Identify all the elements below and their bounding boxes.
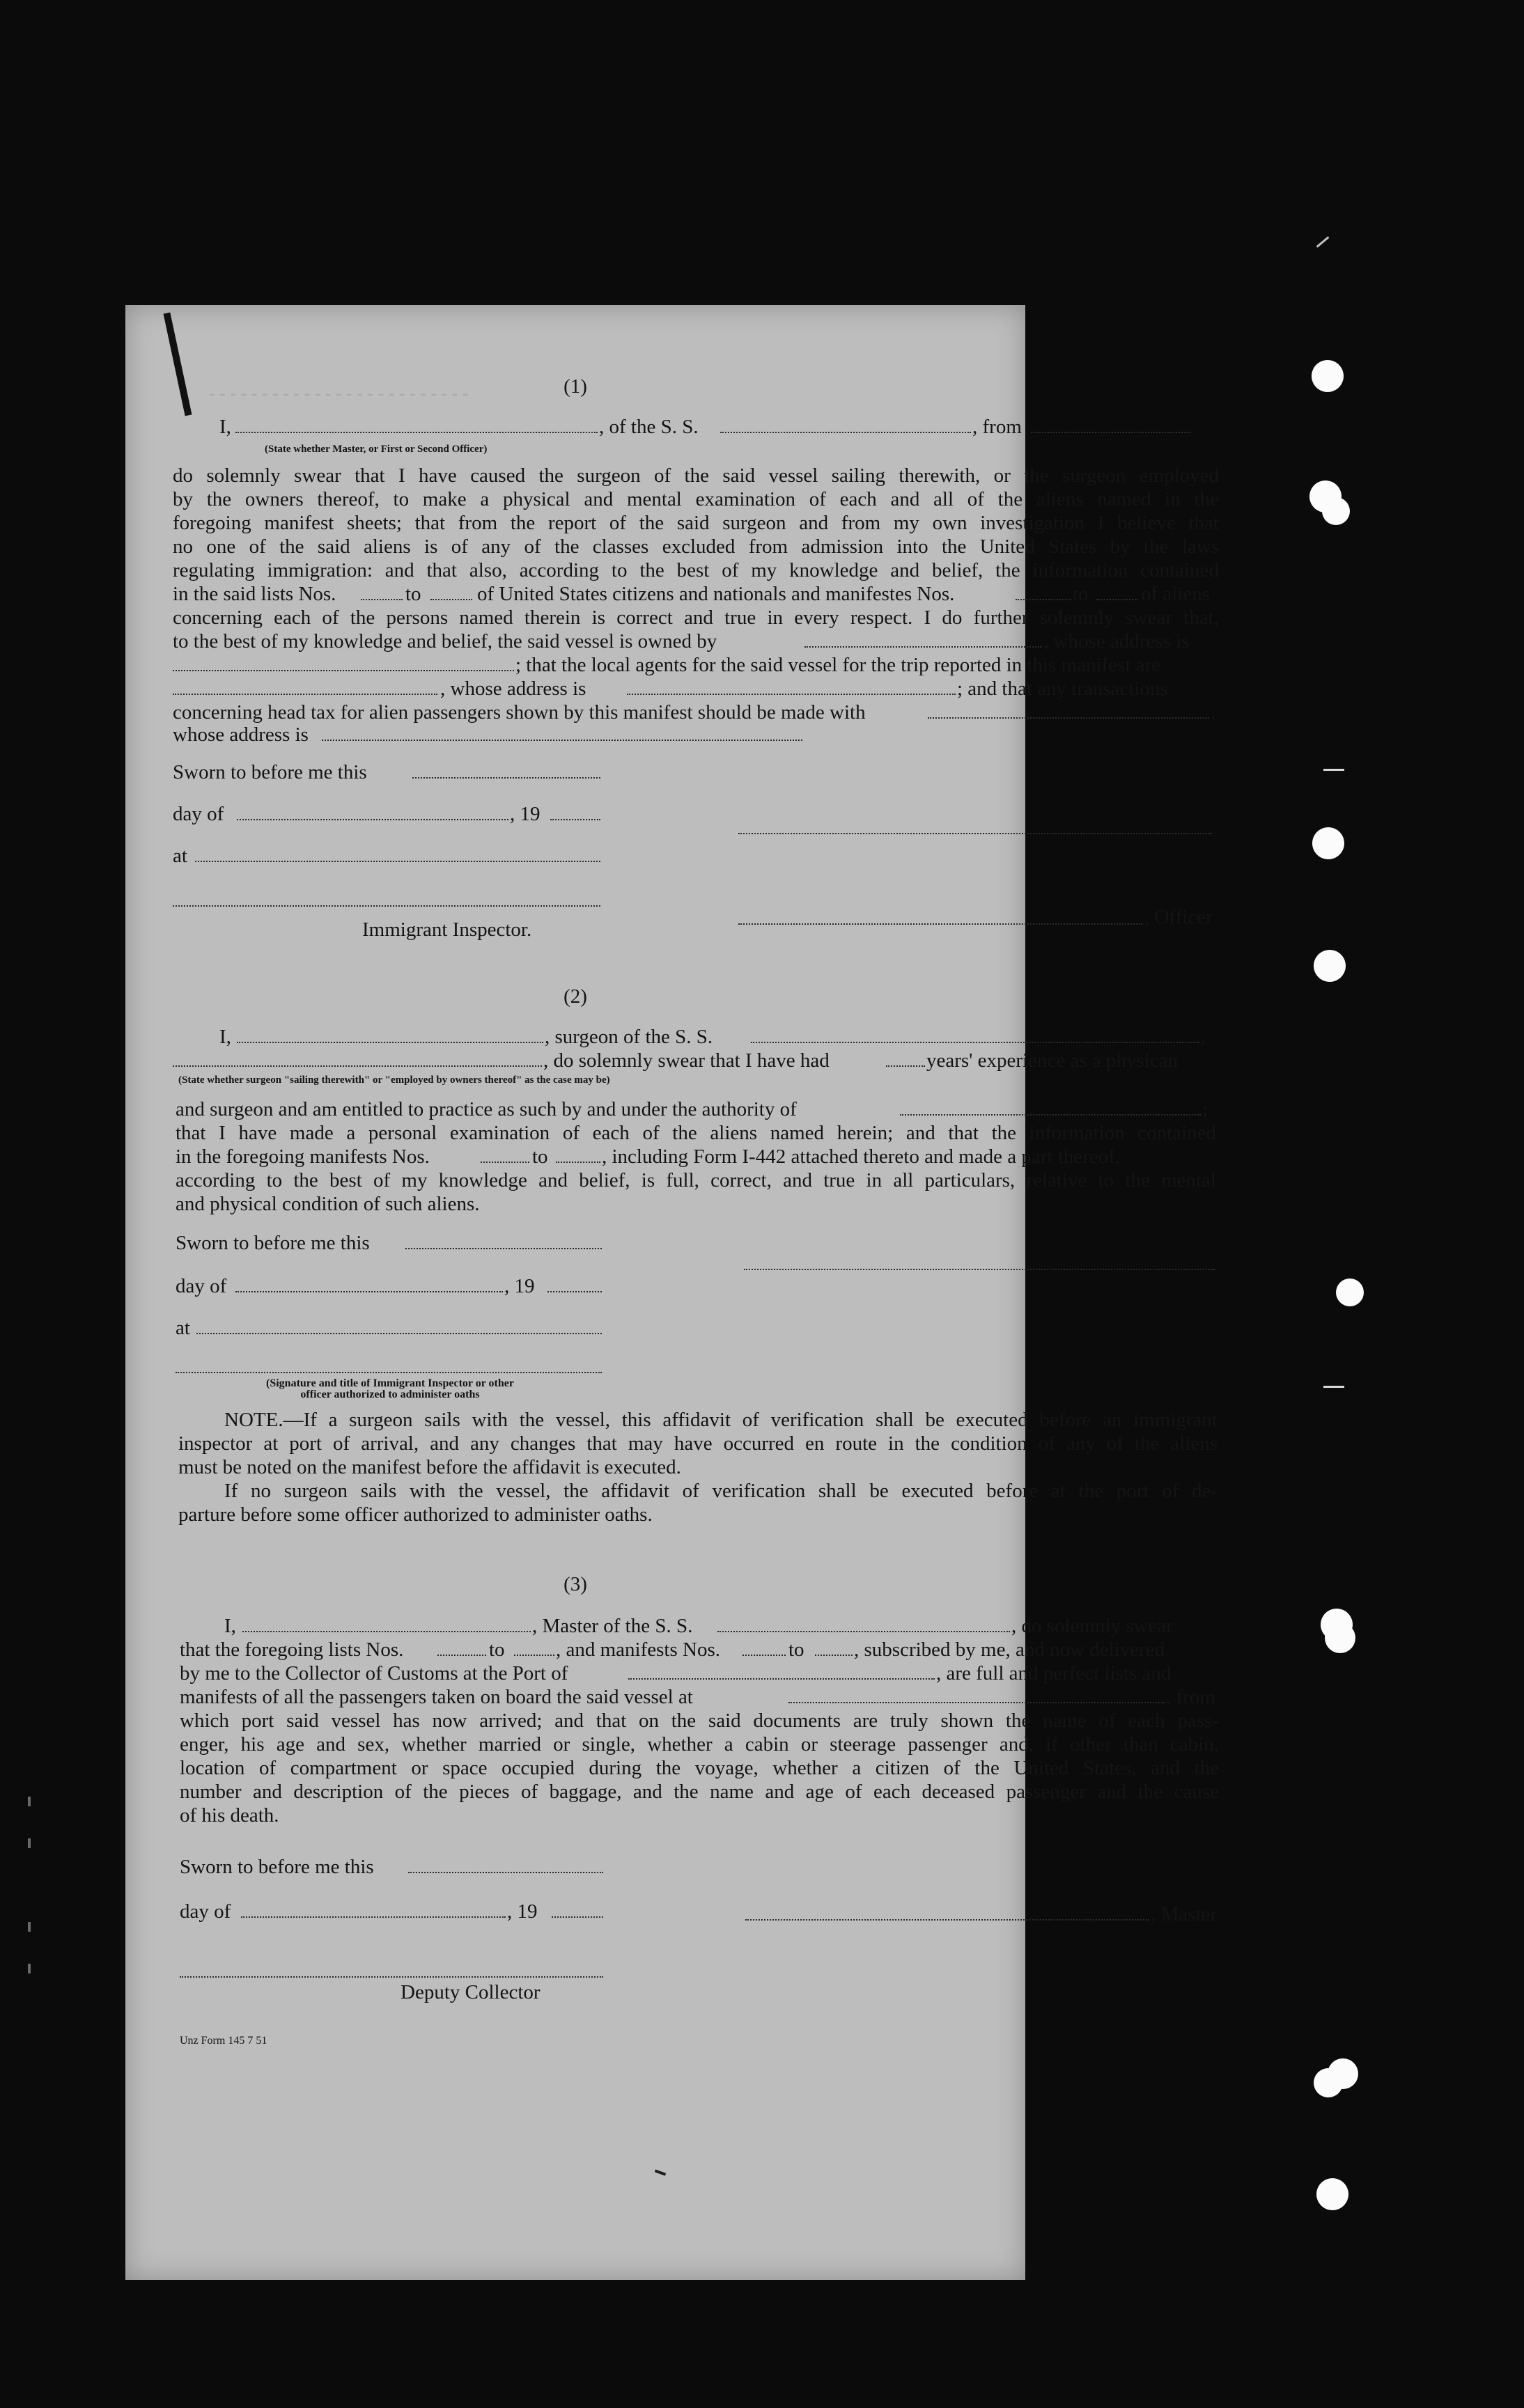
s1-line: by the owners thereof, to make a physical and mental examination of each and all of the aliens named in the (173, 488, 1219, 510)
s2-line: and physical condition of such aliens. (176, 1193, 480, 1215)
s2-form-label: , including Form I-442 attached thereto and made a part thereof, (602, 1146, 1121, 1168)
film-edge-mark (1316, 236, 1330, 247)
s2-at-label: at (176, 1317, 190, 1339)
s1-of-ss-label: , of the S. S. (599, 416, 699, 438)
s1-addr-label: whose address is (173, 724, 309, 746)
s1-year-field[interactable] (550, 818, 600, 820)
s1-period: . (1211, 701, 1216, 724)
s1-sworn-label: Sworn to before me this (173, 761, 367, 783)
s3-manifests-from-field[interactable] (742, 1653, 786, 1656)
s1-to-label: to (405, 583, 421, 605)
lists-from-field[interactable] (361, 597, 403, 600)
binder-hole (1312, 827, 1344, 859)
form-sheet (125, 305, 1219, 2280)
s1-year-label: , 19 (510, 803, 541, 825)
s3-line: of his death. (180, 1804, 279, 1827)
note-line: parture before some officer authorized to administer oaths. (178, 1503, 653, 1526)
binder-hole (1336, 1279, 1364, 1306)
s3-board-label: manifests of all the passengers taken on board the said vessel at (180, 1686, 693, 1708)
s3-year-label: , 19 (507, 1900, 538, 1923)
s3-line: enger, his age and sex, whether married or single, whether a cabin or steerage passenger and, if other than cabin, (180, 1733, 1219, 1756)
s1-day-field[interactable] (237, 818, 508, 820)
s2-authority-label: and surgeon and am entitled to practice as such by and under the authority of (176, 1098, 797, 1120)
s2-line: according to the best of my knowledge and belief, is full, correct, and true in all particulars, relative to the mental (176, 1169, 1216, 1191)
s1-officer-label: , Officer (1144, 906, 1213, 928)
s3-sworn-label: Sworn to before me this (180, 1856, 374, 1878)
s3-lists-label: that the foregoing lists Nos. (180, 1639, 404, 1661)
boarding-port-field[interactable] (788, 1701, 1165, 1703)
surgeon-status-field[interactable] (173, 1064, 542, 1067)
margin-tick (1323, 769, 1344, 771)
s3-day-field[interactable] (241, 1915, 506, 1918)
s3-line: location of compartment or space occupied during the voyage, whether a citizen of the United States, and the (180, 1757, 1219, 1779)
form-identifier: Unz Form 145 7 51 (180, 2035, 267, 2047)
s3-master-signature-line[interactable] (745, 1918, 1149, 1921)
s2-inspector-signature-line[interactable] (176, 1370, 602, 1373)
port-field[interactable] (628, 1677, 935, 1680)
s3-line: number and description of the pieces of baggage, and the name and age of each deceased passenger and the cause (180, 1781, 1219, 1803)
agents-address-field[interactable] (627, 692, 956, 695)
binder-hole (1312, 360, 1344, 392)
section-3-number: (3) (563, 1573, 587, 1595)
s3-i-label: I, (224, 1615, 236, 1637)
s1-aliens-label: of aliens (1141, 583, 1211, 605)
s1-day-label: day of (173, 803, 224, 825)
section-1-number: (1) (563, 375, 587, 398)
s1-owned-label: to the best of my knowledge and belief, the said vessel is owned by (173, 630, 717, 652)
s2-sworn-date-field[interactable] (405, 1246, 602, 1249)
surgeon-name-field[interactable] (237, 1040, 543, 1043)
bleed-through-text: - - - - - - - - - - - - - - - - - - - - - - - - - (209, 383, 469, 403)
s3-line: which port said vessel has now arrived; and that on the said documents are truly shown the name of each pass- (180, 1710, 1219, 1732)
s2-surgeon-label: , surgeon of the S. S. (545, 1026, 713, 1048)
s1-i-label: I, (219, 416, 231, 438)
headtax-field[interactable] (928, 716, 1209, 719)
s2-sig-caption-2: officer authorized to administer oaths (300, 1389, 480, 1400)
s2-day-field[interactable] (235, 1290, 503, 1292)
headtax-address-field[interactable] (322, 738, 802, 741)
s3-manifests-to-field[interactable] (815, 1653, 853, 1656)
s2-sig-caption-1: (Signature and title of Immigrant Inspector or other (266, 1377, 514, 1389)
s1-at-field[interactable] (195, 859, 600, 862)
manifests-to-field[interactable] (1096, 597, 1138, 600)
s2-semicolon: ; (1202, 1098, 1208, 1120)
s1-whose-label: , whose address is (1043, 630, 1190, 652)
s2-comma: , (1201, 1026, 1206, 1048)
binder-hole (1322, 497, 1350, 525)
years-experience-field[interactable] (886, 1064, 925, 1067)
s3-day-label: day of (180, 1900, 231, 1923)
s3-sworn-date-field[interactable] (408, 1870, 603, 1873)
s2-years-label: years' experience as a physican (926, 1049, 1179, 1072)
note-line: NOTE.—If a surgeon sails with the vessel, this affidavit of verification shall be executed before an immigrant (224, 1409, 1218, 1431)
s3-port-label: by me to the Collector of Customs at the Port of (180, 1662, 568, 1684)
s3-to2-label: to (788, 1639, 804, 1661)
s2-signature-line[interactable] (744, 1267, 1215, 1270)
margin-tick (1323, 1386, 1344, 1388)
authority-field[interactable] (900, 1113, 1201, 1116)
s1-whose2-label: , whose address is (440, 678, 586, 700)
s3-perfect-label: , are full and perfect lists and (936, 1662, 1172, 1684)
s1-from-label: , from (972, 416, 1022, 438)
s1-inspector-signature-line[interactable] (173, 904, 600, 907)
film-edge-mark (28, 1922, 31, 1932)
s3-master-label: , Master of the S. S. (532, 1615, 693, 1637)
binder-hole (1314, 950, 1346, 982)
binder-hole (1314, 2068, 1343, 2097)
s1-headtax-label: concerning head tax for alien passengers shown by this manifest should be made with (173, 701, 866, 724)
s1-lists-label: in the said lists Nos. (173, 583, 336, 605)
from-port-field[interactable] (1031, 430, 1191, 433)
note-line: must be noted on the manifest before the affidavit is executed. (178, 1456, 681, 1478)
s1-to2-label: to (1073, 583, 1089, 605)
s3-manifests-label: , and manifests Nos. (556, 1639, 720, 1661)
manifests-from-field[interactable] (1016, 597, 1071, 600)
s1-officer-signature-line[interactable] (738, 922, 1142, 925)
s1-signature-line-top[interactable] (738, 831, 1212, 834)
owner-field[interactable] (804, 645, 1041, 648)
s3-master-sig-label: , Master (1151, 1903, 1218, 1925)
s2-manifests-label: in the foregoing manifests Nos. (176, 1146, 430, 1168)
lists-to-field[interactable] (430, 597, 472, 600)
s1-line: no one of the said aliens is of any of the classes excluded from admission into the United States by the laws (173, 535, 1219, 558)
binder-hole (1325, 1623, 1355, 1653)
film-edge-mark (28, 1964, 31, 1973)
s2-year-field[interactable] (547, 1290, 602, 1292)
master-name-field[interactable] (242, 1629, 531, 1632)
s3-swear-label: , do solemnly swear (1011, 1615, 1173, 1637)
s3-lists-from-field[interactable] (437, 1653, 486, 1656)
s3-year-field[interactable] (552, 1915, 603, 1918)
s2-swear-label: , do solemnly swear that I have had (543, 1049, 830, 1072)
s2-manifests-to-field[interactable] (556, 1160, 600, 1163)
binder-hole (1316, 2178, 1348, 2210)
s2-to-label: to (532, 1146, 548, 1168)
s3-vessel-field[interactable] (717, 1629, 1010, 1632)
s1-line: do solemnly swear that I have caused the surgeon of the said vessel sailing therewith, or the surgeon employed (173, 464, 1219, 487)
vessel-name-field[interactable] (720, 430, 971, 433)
s1-line: foregoing manifest sheets; that from the report of the said surgeon and from my own investigation I believe that (173, 512, 1219, 534)
s2-i-label: I, (219, 1026, 231, 1048)
s3-lists-to-field[interactable] (514, 1653, 554, 1656)
s2-day-label: day of (176, 1275, 227, 1297)
section-2-number: (2) (563, 985, 587, 1008)
s2-year-label: , 19 (504, 1275, 535, 1297)
s2-sworn-label: Sworn to before me this (176, 1232, 370, 1254)
s1-line: regulating immigration: and that also, according to the best of my knowledge and belief, the information contained (173, 559, 1219, 581)
note-line: If no surgeon sails with the vessel, the affidavit of verification shall be executed before at the port of de- (224, 1480, 1218, 1502)
s2-manifests-from-field[interactable] (481, 1160, 529, 1163)
s3-collector-label: Deputy Collector (401, 1981, 541, 2003)
s1-line: concerning each of the persons named therein is correct and true in every respect. I do further solemnly swear that, (173, 607, 1219, 629)
s3-to-label: to (489, 1639, 505, 1661)
s2-surgeon-caption: (State whether surgeon "sailing therewith" or "employed by owners thereof" as the case may be) (178, 1074, 610, 1086)
s3-subscribed-label: , subscribed by me, and now delivered (854, 1639, 1165, 1661)
agents-field[interactable] (173, 692, 437, 695)
s1-sworn-date-field[interactable] (412, 776, 600, 779)
officer-name-field[interactable] (235, 430, 598, 433)
s1-inspector-label: Immigrant Inspector. (362, 918, 532, 941)
edge-tear-mark (164, 313, 192, 416)
s3-collector-signature-line[interactable] (180, 1975, 603, 1978)
ink-speck (655, 2169, 666, 2175)
s1-agents-label: ; that the local agents for the said vessel for the trip reported in this manifest are (515, 654, 1161, 676)
owner-address-field[interactable] (173, 669, 514, 671)
film-edge-mark (28, 1838, 31, 1848)
s2-vessel-field[interactable] (751, 1040, 1199, 1043)
s1-officer-caption: (State whether Master, or First or Second Officer) (265, 444, 488, 455)
s1-at-label: at (173, 845, 187, 867)
s1-manifests-label: of United States citizens and nationals and manifestes Nos. (477, 583, 955, 605)
film-edge-mark (28, 1797, 31, 1806)
s2-line: that I have made a personal examination of each of the aliens named herein; and that the information contained (176, 1122, 1216, 1144)
s3-from-label: , from (1166, 1686, 1215, 1708)
s1-transactions-label: ; and that any transactions (957, 678, 1168, 700)
s2-at-field[interactable] (196, 1331, 602, 1334)
note-line: inspector at port of arrival, and any changes that may have occurred en route in the condition of any of the aliens (178, 1432, 1218, 1455)
